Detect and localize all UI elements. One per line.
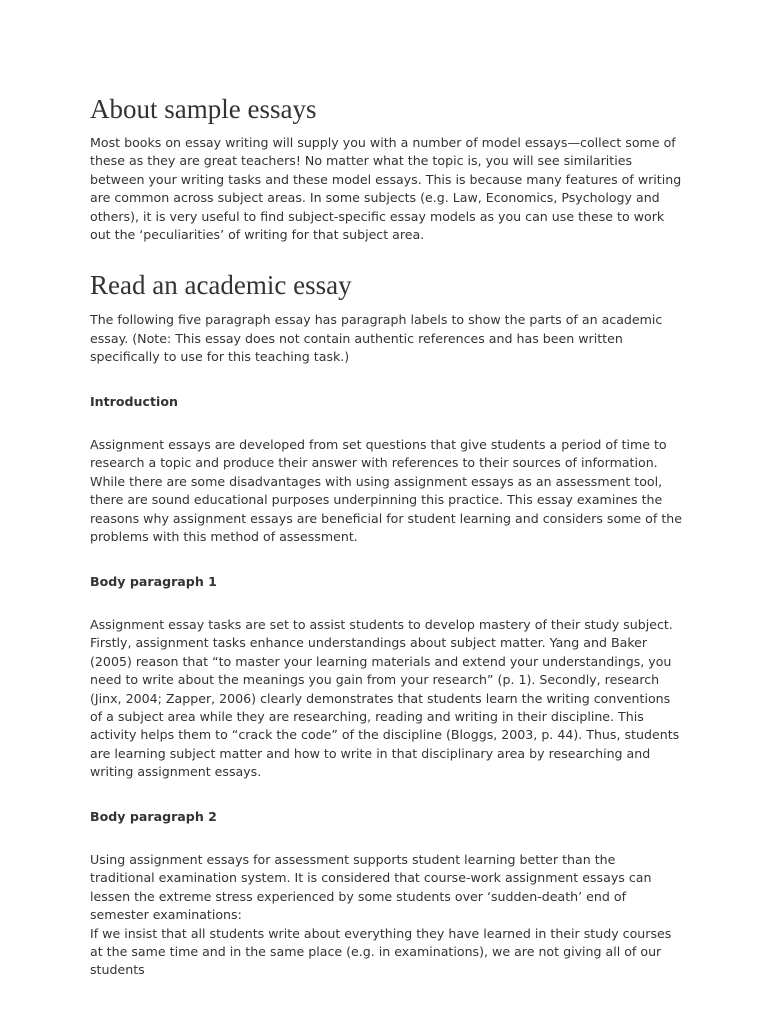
section-heading-about: About sample essays [90,94,317,124]
body-paragraph-2-label: Body paragraph 2 [90,808,217,824]
introduction-label: Introduction [90,393,178,409]
introduction-paragraph: Assignment essays are developed from set questions that give students a period of time to research a topic and produce their answer with references to their sources of information. While there are some disadvantages with using assignment essays as an assessment tool, there are sound educational purposes underpinning this practice. This essay examines the reasons why assignment essays are beneficial for student learning and considers some of the problems with this method of assessment. [90,437,682,545]
read-intro-paragraph: The following five paragraph essay has paragraph labels to show the parts of an academic essay. (Note: This essay does not contain authentic references and has been written specifically to use for this teaching task.) [90,312,663,365]
about-paragraph: Most books on essay writing will supply you with a number of model essays—collect some of these as they are great teachers! No matter what the topic is, you will see similarities between your writing tasks and these model essays. This is because many features of writing are common across subject areas. In some subjects (e.g. Law, Economics, Psychology and others), it is very useful to find subject-specific essay models as you can use these to work out the ‘peculiarities’ of writing for that subject area. [90,135,682,243]
section-heading-read: Read an academic essay [90,270,352,301]
body-paragraph-1-label: Body paragraph 1 [90,573,217,589]
document-page [90,92,682,980]
body-paragraph-1: Assignment essay tasks are set to assist students to develop mastery of their study subject. Firstly, assignment tasks enhance understandings about subject matter. Yang and Baker (2005) reason that “to master your learning materials and extend your understandings, you need to write about the meanings you gain from your research” (p. 1). Secondly, research (Jinx, 2004; Zapper, 2006) clearly demonstrates that students learn the writing conventions of a subject area while they are researching, reading and writing in their discipline. This activity helps them to “crack the code” of the discipline (Bloggs, 2003, p. 44). Thus, students are learning subject matter and how to write in that disciplinary area by researching and writing assignment essays. [90,616,680,780]
body-paragraph-2: Using assignment essays for assessment supports student learning better than the traditional examination system. It is considered that course-work assignment essays can lessen the extreme stress experienced by some students over ‘sudden-death’ end of semester examinations: [90,851,652,923]
body-paragraph-2-quote: If we insist that all students write about everything they have learned in their study courses at the same time and in the same place (e.g. in examinations), we are not giving all of our students [90,925,672,978]
